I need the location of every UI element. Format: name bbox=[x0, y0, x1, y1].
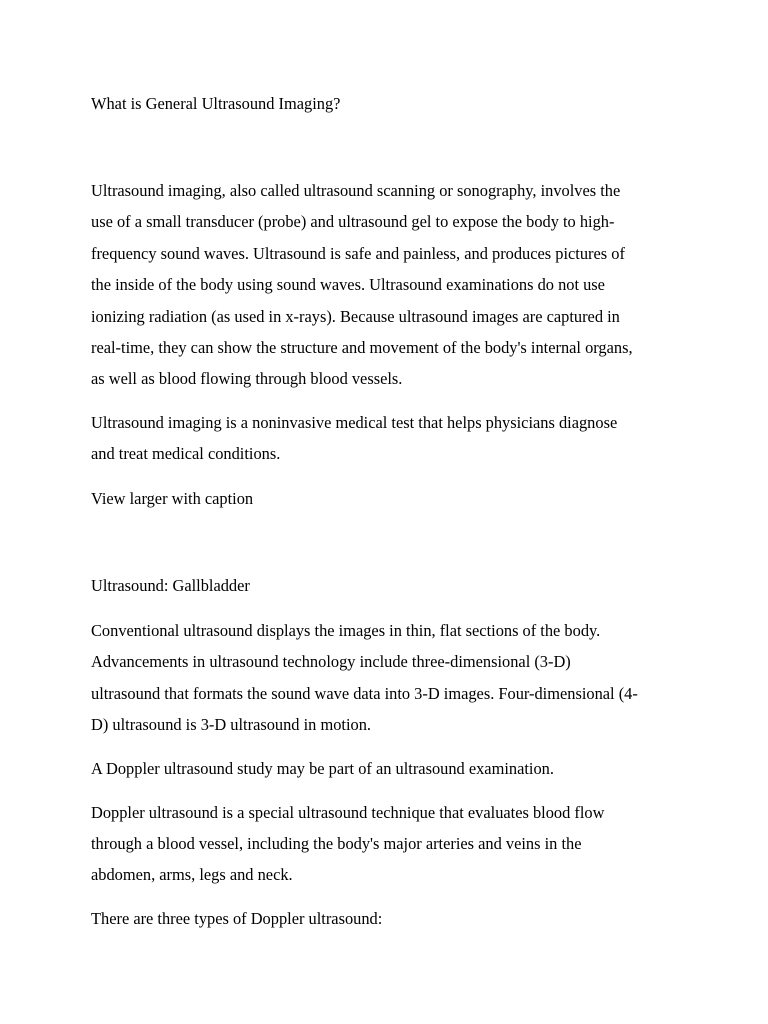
paragraph-line: through a blood vessel, including the body's major arteries and veins in the bbox=[91, 834, 582, 853]
paragraph-line: ultrasound that formats the sound wave data into 3-D images. Four-dimensional (4- bbox=[91, 684, 638, 703]
paragraph-line: real-time, they can show the structure and movement of the body's internal organs, bbox=[91, 338, 633, 357]
paragraph-line: Advancements in ultrasound technology include three-dimensional (3-D) bbox=[91, 652, 571, 671]
image-caption: Ultrasound: Gallbladder bbox=[91, 576, 250, 595]
doppler-types-intro: There are three types of Doppler ultrasound: bbox=[91, 909, 383, 928]
paragraph-line: abdomen, arms, legs and neck. bbox=[91, 865, 293, 884]
paragraph-line: Ultrasound imaging is a noninvasive medical test that helps physicians diagnose bbox=[91, 413, 618, 432]
doppler-intro: A Doppler ultrasound study may be part of an ultrasound examination. bbox=[91, 759, 554, 778]
paragraph-line: the inside of the body using sound waves. Ultrasound examinations do not use bbox=[91, 275, 605, 294]
paragraph-line: D) ultrasound is 3-D ultrasound in motion. bbox=[91, 715, 371, 734]
paragraph-line: and treat medical conditions. bbox=[91, 444, 281, 463]
paragraph-line: use of a small transducer (probe) and ultrasound gel to expose the body to high- bbox=[91, 212, 615, 231]
paragraph-line: ionizing radiation (as used in x-rays). Because ultrasound images are captured in bbox=[91, 307, 620, 326]
document-title: What is General Ultrasound Imaging? bbox=[91, 94, 341, 113]
paragraph-line: Doppler ultrasound is a special ultrasound technique that evaluates blood flow bbox=[91, 803, 605, 822]
paragraph-line: Ultrasound imaging, also called ultrasound scanning or sonography, involves the bbox=[91, 181, 621, 200]
paragraph-line: as well as blood flowing through blood vessels. bbox=[91, 369, 403, 388]
paragraph-line: Conventional ultrasound displays the images in thin, flat sections of the body. bbox=[91, 621, 601, 640]
view-larger-link[interactable]: View larger with caption bbox=[91, 489, 254, 508]
paragraph-line: frequency sound waves. Ultrasound is safe and painless, and produces pictures of bbox=[91, 244, 625, 263]
